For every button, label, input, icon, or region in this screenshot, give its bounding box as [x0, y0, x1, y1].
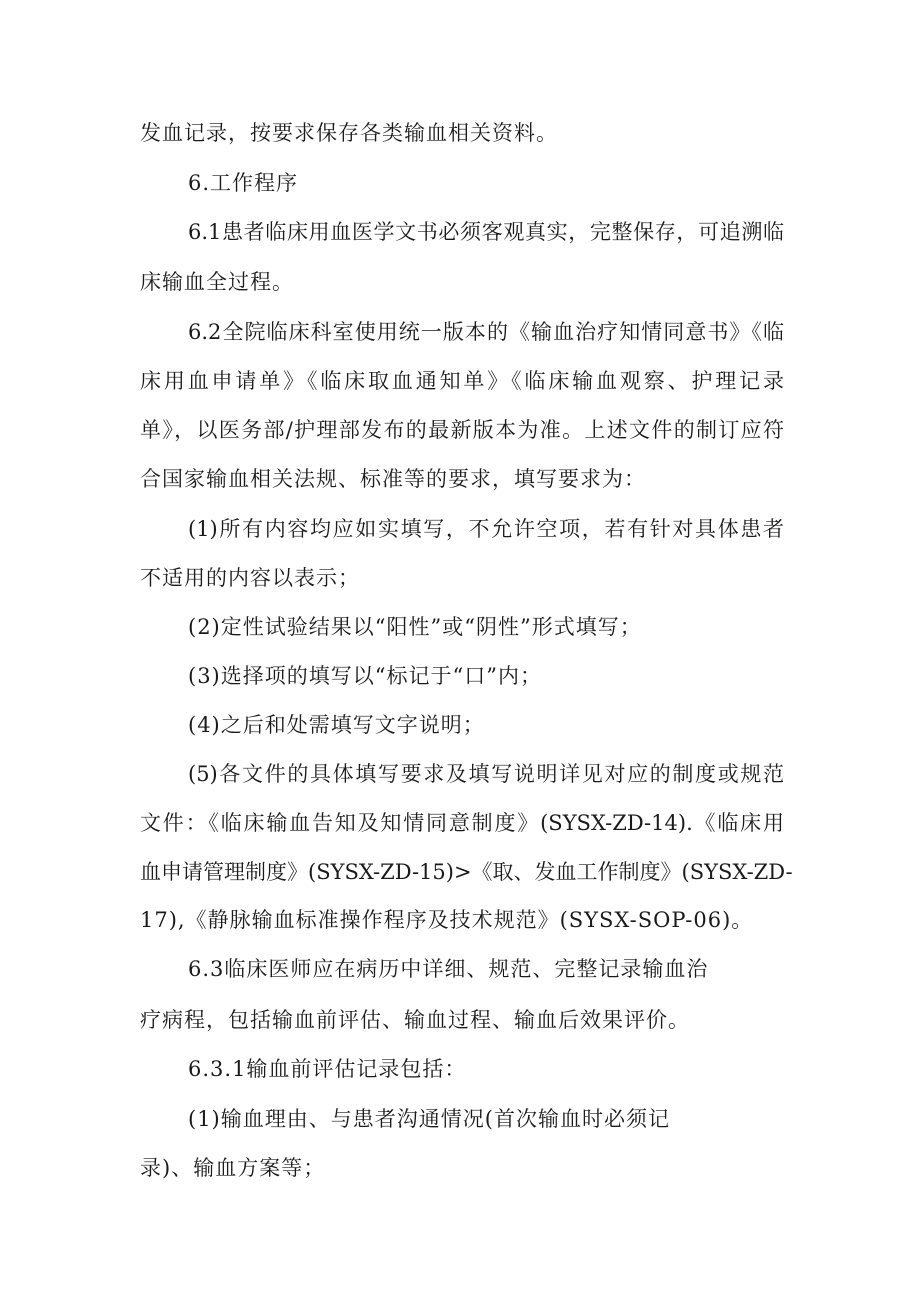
list-item-line: (1)输血理由、与患者沟通情况(首次输血时必须记: [188, 1107, 670, 1131]
paragraph-line: 6.2全院临床科室使用统一版本的《输血治疗知情同意书》《临: [188, 320, 784, 344]
list-item-line: (2)定性试验结果以“阳性”或“阴性”形式填写；: [188, 615, 642, 639]
list-item-line: 文件：《临床输血告知及知情同意制度》(SYSX-ZD-14).《临床用: [140, 811, 784, 835]
paragraph-line: 疗病程，包括输血前评估、输血过程、输血后效果评价。: [140, 1008, 690, 1032]
paragraph-line: 发血记录，按要求保存各类输血相关资料。: [140, 121, 558, 145]
list-item-line: (5)各文件的具体填写要求及填写说明详见对应的制度或规范: [188, 762, 784, 786]
paragraph-line: 单》，以医务部/护理部发布的最新版本为准。上述文件的制订应符: [140, 418, 784, 442]
list-item-line: 17),《静脉输血标准操作程序及技术规范》(SYSX-SOP-06)。: [140, 908, 754, 932]
list-item-line: (1)所有内容均应如实填写，不允许空项，若有针对具体患者: [188, 517, 784, 541]
list-item-line: 血申请管理制度》(SYSX-ZD-15)>《取、发血工作制度》(SYSX-ZD-: [140, 860, 793, 884]
paragraph-line: 6.3临床医师应在病历中详细、规范、完整记录输血治: [188, 957, 709, 981]
section-heading: 6.工作程序: [188, 171, 299, 195]
paragraph-line: 床用血申请单》《临床取血通知单》《临床输血观察、护理记录: [140, 369, 784, 393]
list-item-line: 不适用的内容以表示；: [140, 566, 360, 590]
subsection-heading: 6.3.1输血前评估记录包括：: [188, 1057, 467, 1081]
list-item-line: (4)之后和处需填写文字说明；: [188, 713, 485, 737]
list-item-line: 录)、输血方案等；: [140, 1156, 326, 1180]
paragraph-line: 6.1患者临床用血医学文书必须客观真实，完整保存，可追溯临: [188, 220, 784, 244]
list-item-line: (3)选择项的填写以“标记于“口”内；: [188, 664, 542, 688]
paragraph-line: 床输血全过程。: [140, 270, 294, 294]
paragraph-line: 合国家输血相关法规、标准等的要求，填写要求为：: [140, 467, 646, 491]
